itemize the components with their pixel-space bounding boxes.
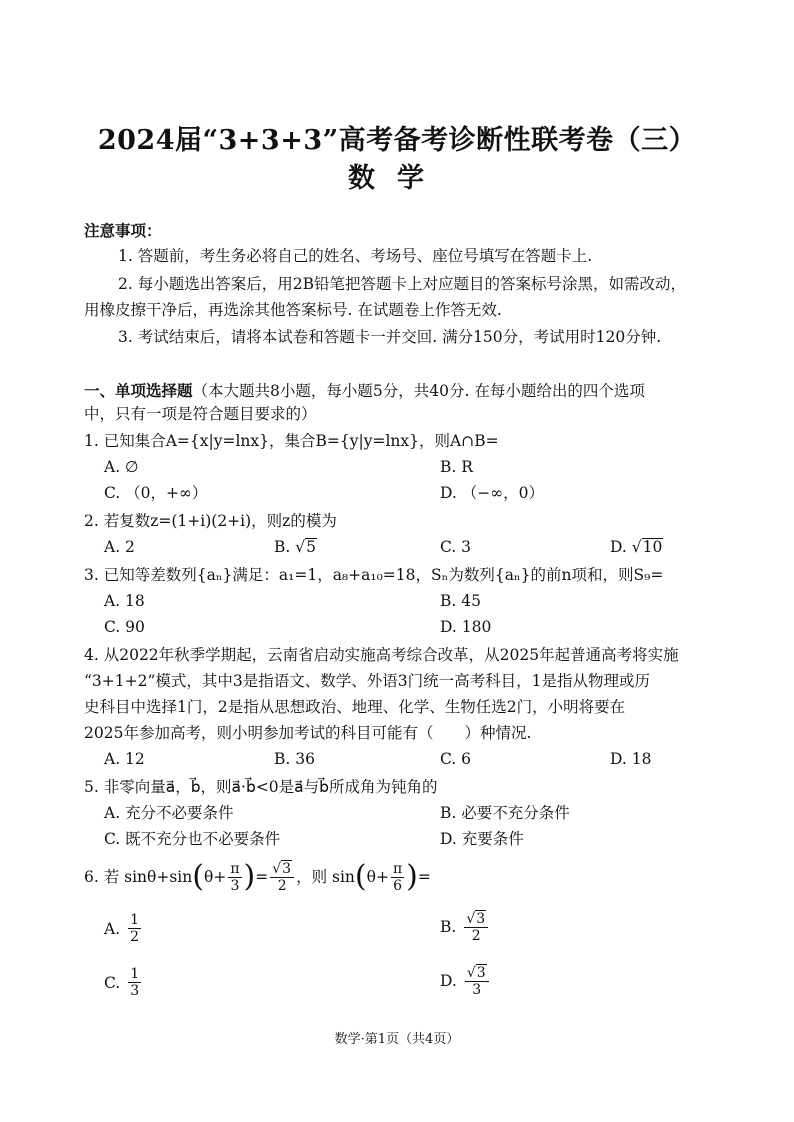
q6-theta-plus-2: θ+	[366, 868, 389, 886]
q6-right-paren-2: )	[406, 859, 418, 894]
q6-sqrt3-numerator: √3	[270, 860, 294, 878]
q6-option-b-num: √3	[464, 910, 488, 928]
q6-stem	[84, 860, 431, 894]
q6-fraction-sqrt3-over-2	[270, 860, 294, 894]
q4-option-d: D. 18	[610, 750, 652, 768]
q5-option-b: B. 必要不充分条件	[440, 804, 570, 822]
q6-six: 6	[393, 877, 403, 894]
q5-option-a: A. 充分不必要条件	[104, 804, 234, 822]
q5-option-c: C. 既不充分也不必要条件	[104, 830, 281, 848]
q6-option-d-num: √3	[465, 964, 489, 982]
section-1-line-1	[84, 380, 645, 402]
q6-left-paren-1: (	[192, 859, 204, 894]
section-1-line-2: 中，只有一项是符合题目要求的）	[84, 405, 317, 423]
section-1-desc: （本大题共8小题，每小题5分，共40分. 在每小题给出的四个选项	[192, 382, 645, 400]
q2-option-a: A. 2	[104, 538, 135, 556]
q2-stem: 2. 若复数z=(1+i)(2+i)，则z的模为	[84, 512, 337, 530]
q6-option-d-radicand: 3	[476, 965, 486, 981]
q3-option-b: B. 45	[440, 592, 481, 610]
q6-pi-2: π	[392, 860, 403, 877]
q1-stem: 1. 已知集合A={x|y=lnx}，集合B={y|y=lnx}，则A∩B=	[84, 432, 499, 450]
q6-option-b-label: B.	[440, 918, 457, 936]
q2-option-d-radicand: 10	[642, 538, 663, 556]
q6-option-a-den: 2	[130, 929, 140, 945]
q3-option-a: A. 18	[104, 592, 145, 610]
q6-option-d-label: D.	[440, 972, 457, 990]
q6-option-a	[104, 912, 143, 945]
q5-option-d: D. 充要条件	[440, 830, 524, 848]
q2-option-d: D. √10	[610, 538, 663, 556]
q6-prefix: 6. 若 sinθ+sin	[84, 868, 193, 886]
q6-right-paren-1: )	[243, 859, 256, 894]
q1-option-a: A. ∅	[104, 458, 139, 476]
q2-option-b: B. √5	[274, 538, 317, 556]
notice-heading: 注意事项：	[84, 221, 162, 240]
q6-option-b	[440, 910, 490, 944]
q3-option-d: D. 180	[440, 618, 492, 636]
q4-option-c: C. 6	[440, 750, 472, 768]
notice-item-2-line-2: 用橡皮擦干净后，再选涂其他答案标号. 在试题卷上作答无效.	[84, 301, 502, 319]
q5-stem: 5. 非零向量a⃗，b⃗，则a⃗·b⃗<0是a⃗与b⃗所成角为钝角的	[84, 778, 438, 796]
q4-option-a: A. 12	[104, 750, 145, 768]
notice-item-2-line-1: 2. 每小题选出答案后，用2B铅笔把答题卡上对应题目的答案标号涂黑，如需改动，	[118, 275, 686, 293]
q6-option-c-num: 1	[130, 966, 140, 982]
q6-option-c-label: C.	[104, 973, 121, 992]
q6-three: 3	[230, 877, 240, 894]
q6-option-c-fraction	[128, 966, 141, 999]
page-footer: 数学·第1页（共4页）	[334, 1032, 460, 1047]
q6-option-c-den: 3	[130, 983, 140, 999]
notice-item-1: 1. 答题前，考生务必将自己的姓名、考场号、座位号填写在答题卡上.	[118, 247, 593, 265]
q4-line-3: 史科目中选择1门，2是指从思想政治、地理、化学、生物任选2门，小明将要在	[84, 698, 626, 716]
q2-option-c: C. 3	[440, 538, 472, 556]
q6-pi-1: π	[230, 860, 240, 877]
q6-option-a-num: 1	[130, 912, 140, 928]
q1-option-b: B. R	[440, 458, 473, 476]
q6-option-b-fraction	[464, 910, 488, 944]
q6-fraction-pi-over-6	[391, 861, 404, 894]
q4-line-1: 4. 从2022年秋季学期起，云南省启动实施高考综合改革，从2025年起普通高考将实施	[84, 646, 679, 664]
q6-option-d-fraction	[465, 964, 489, 998]
subject-title: 数学	[348, 163, 446, 194]
q4-line-4: 2025年参加高考，则小明参加考试的科目可能有（ ）种情况.	[84, 724, 532, 742]
q3-option-c: C. 90	[104, 618, 145, 636]
q6-left-paren-2: (	[354, 859, 367, 894]
q6-option-a-label: A.	[104, 919, 121, 938]
q4-line-2: “3+1+2”模式，其中3是指语文、数学、外语3门统一高考科目，1是指从物理或历	[84, 672, 650, 690]
q2-option-b-label: B.	[274, 538, 291, 556]
q6-two: 2	[277, 878, 287, 894]
q3-stem: 3. 已知等差数列{aₙ}满足：a₁=1，a₈+a₁₀=18，Sₙ为数列{aₙ}的前n项和，则S₉=	[84, 566, 664, 584]
exam-title: 2024届“3+3+3”高考备考诊断性联考卷（三）	[97, 125, 697, 156]
q6-option-d-den: 3	[472, 982, 482, 998]
q6-option-c	[104, 966, 143, 999]
notice-item-3: 3. 考试结束后，请将本试卷和答题卡一并交回. 满分150分，考试用时120分钟.	[118, 328, 662, 346]
q1-option-d: D. （−∞，0）	[440, 484, 544, 502]
q6-theta-plus-1: θ+	[203, 868, 227, 886]
q6-option-d	[440, 964, 491, 998]
q1-option-c: C. （0，+∞）	[104, 484, 208, 502]
q6-sqrt3-radicand: 3	[282, 861, 292, 877]
q6-option-b-radicand: 3	[476, 911, 486, 927]
section-1-heading: 一、单项选择题	[84, 381, 193, 400]
q6-mid: ，则 sin	[296, 868, 355, 886]
q4-option-b: B. 36	[274, 750, 315, 768]
q6-option-b-den: 2	[471, 928, 481, 944]
q6-tail: =	[417, 868, 431, 886]
q6-option-a-fraction	[128, 912, 141, 945]
q2-option-b-radicand: 5	[306, 538, 317, 556]
q2-option-d-label: D.	[610, 538, 627, 556]
q6-fraction-pi-over-3	[228, 861, 241, 894]
q6-equals: =	[255, 868, 269, 886]
